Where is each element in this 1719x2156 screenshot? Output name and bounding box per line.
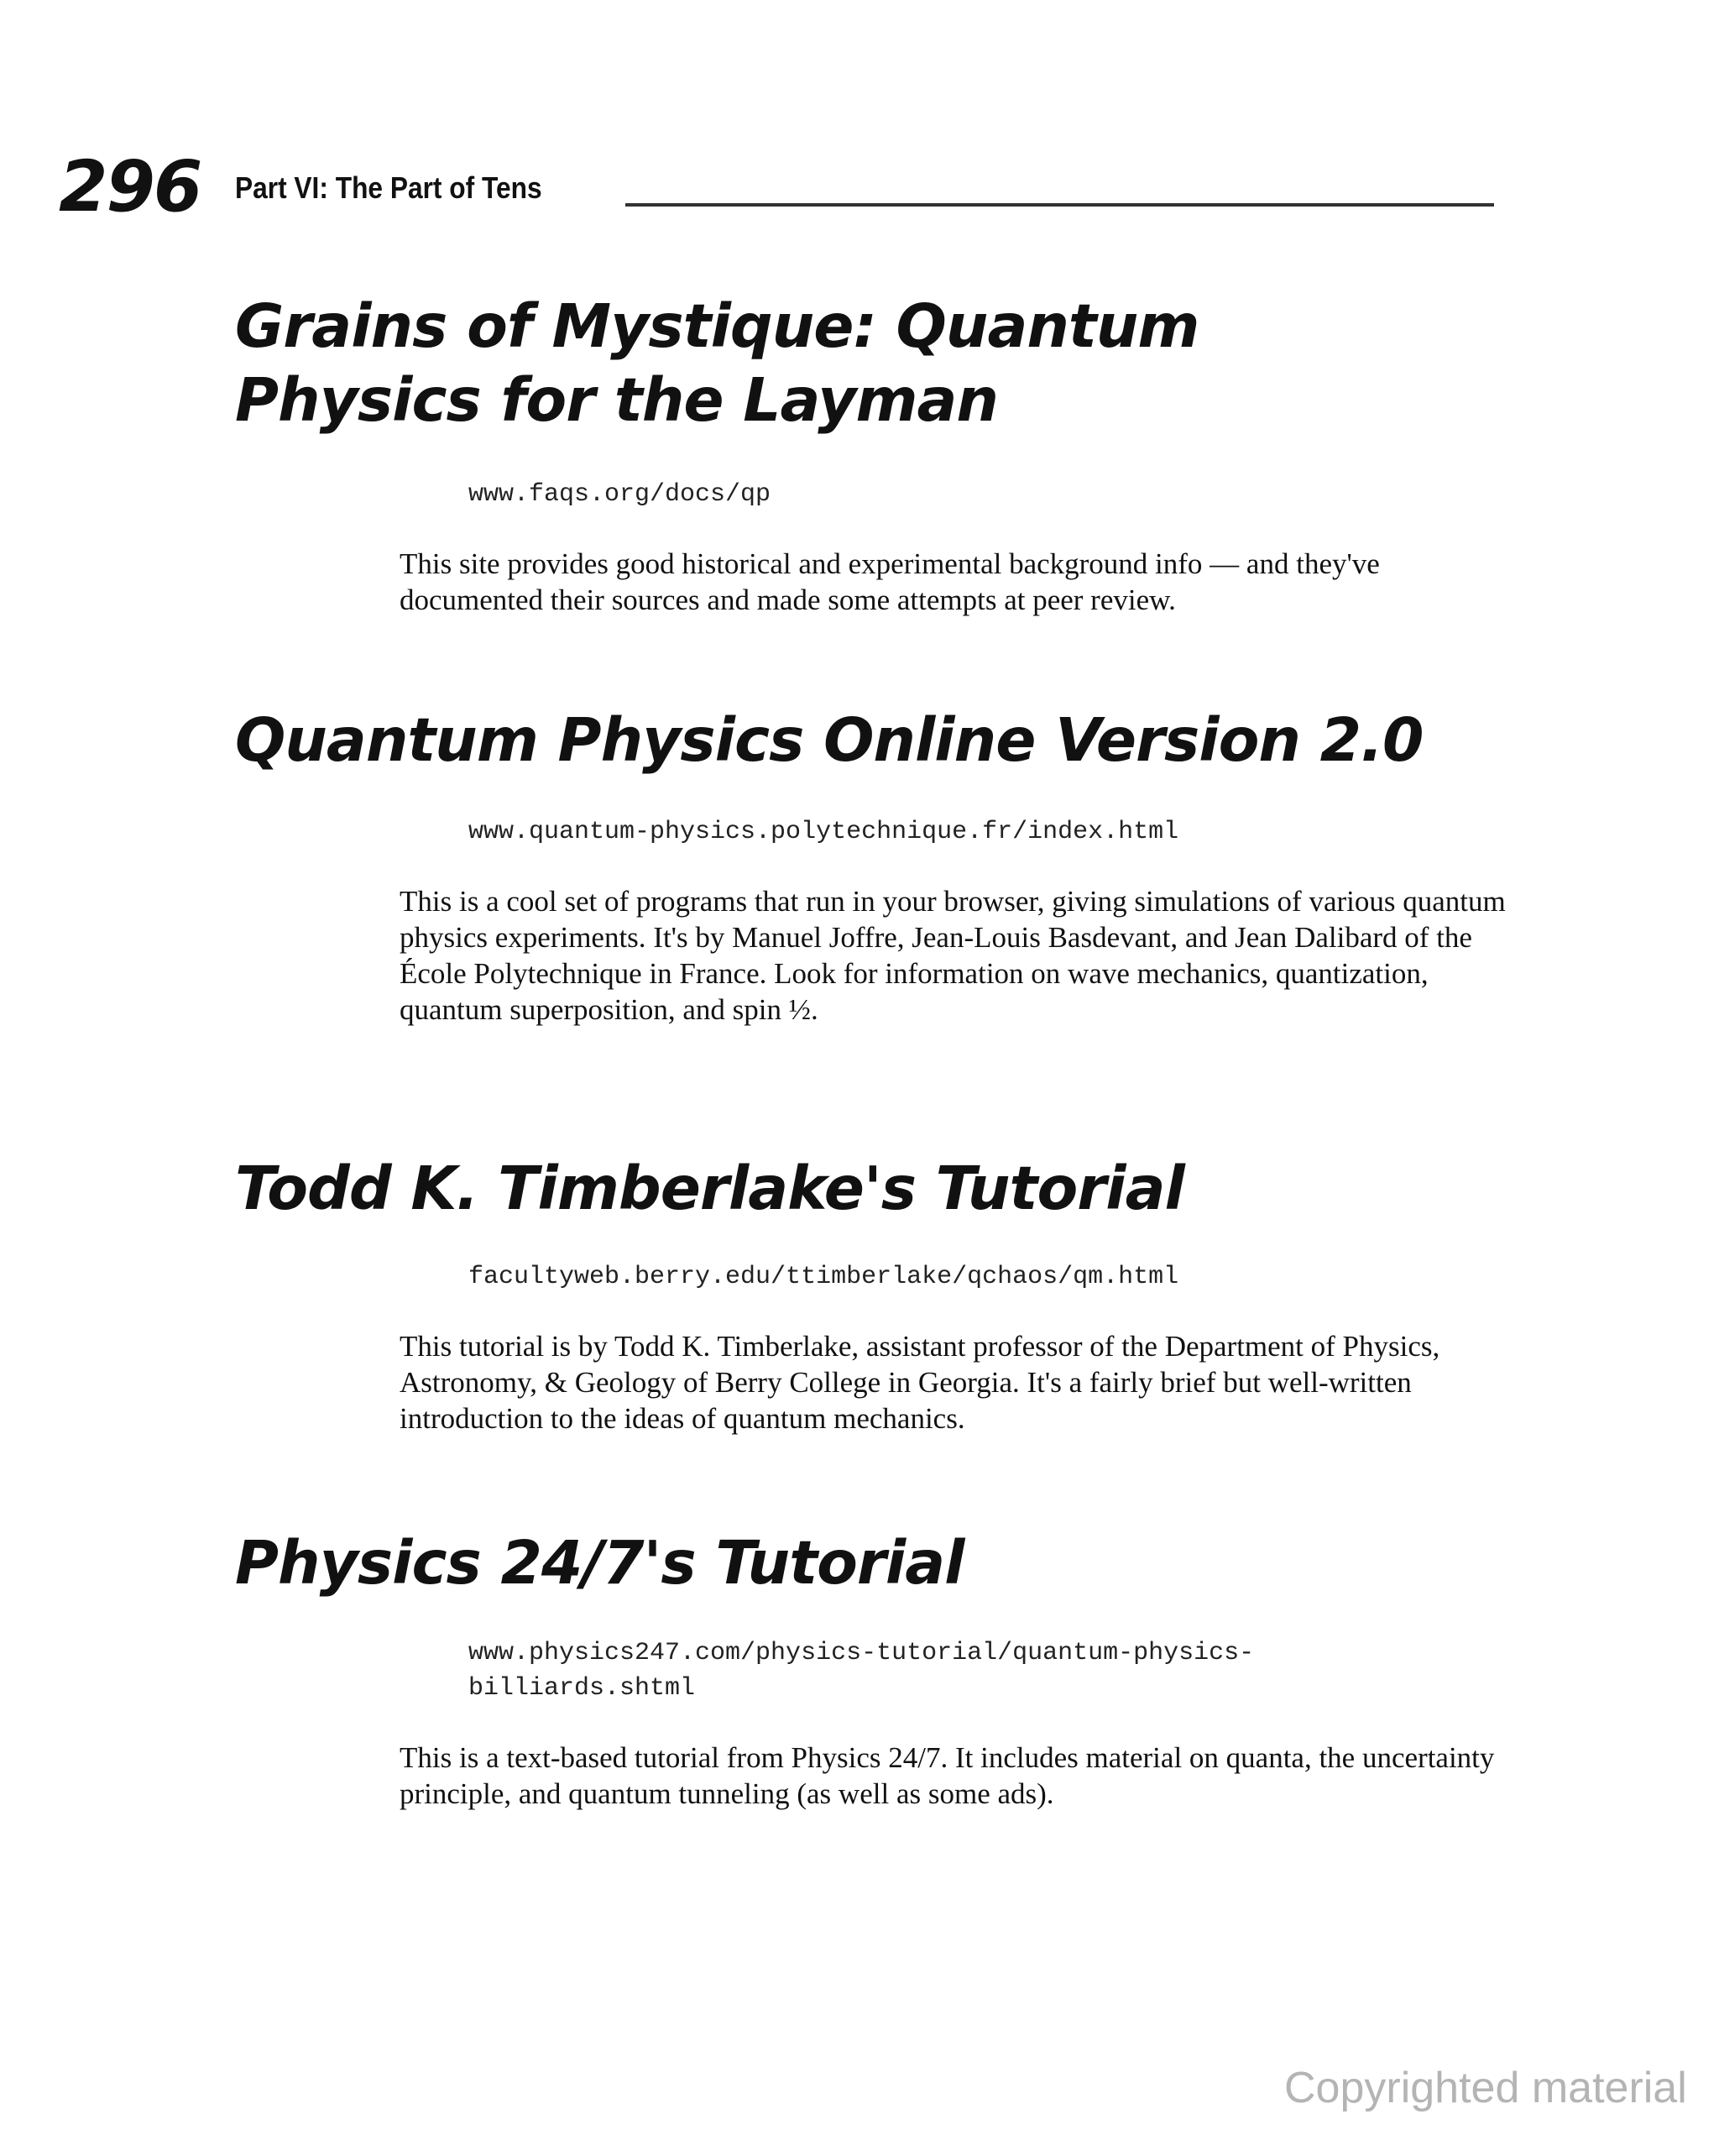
section-heading-line: Quantum Physics Online Version 2.0	[235, 705, 1424, 775]
running-head	[59, 144, 1494, 237]
section-heading	[235, 704, 1423, 777]
section-description: This is a cool set of programs that run in your browser, giving simulations of various quantum physics experiments. It's by Manuel Joffre, Jean-Louis Basdevant, and Jean Dalibard of the École Polytechnique in France. Look for information on wave mechanics, quantization, quantum superposition, and spin ½.	[400, 885, 1506, 1026]
section-heading	[235, 1526, 964, 1600]
section-heading-line: Todd K. Timberlake's Tutorial	[235, 1154, 1184, 1223]
section-description: This site provides good historical and experimental background info — and they've documented their sources and made some attempts at peer review.	[400, 547, 1380, 616]
header-rule	[625, 203, 1494, 207]
site-url-line: billiards.shtml	[468, 1674, 696, 1703]
part-title: Part VI: The Part of Tens	[235, 170, 542, 205]
site-url[interactable]: facultyweb.berry.edu/ttimberlake/qchaos/qm.html	[468, 1263, 1179, 1291]
section-heading-line: Physics 24/7's Tutorial	[235, 1528, 964, 1598]
site-url[interactable]	[468, 1635, 1254, 1706]
site-url-line: www.physics247.com/physics-tutorial/quantum-physics-	[468, 1639, 1255, 1667]
site-url[interactable]: www.faqs.org/docs/qp	[468, 480, 771, 509]
site-url[interactable]: www.quantum-physics.polytechnique.fr/index.html	[468, 818, 1179, 846]
section-description: This is a text-based tutorial from Physics 24/7. It includes material on quanta, the uncertainty principle, and quantum tunneling (as well as some ads).	[400, 1741, 1495, 1810]
copyright-watermark: Copyrighted material	[1284, 2064, 1687, 2112]
section-heading	[235, 1152, 1184, 1226]
section-heading-line: Physics for the Layman	[235, 365, 998, 435]
page-number: 296	[59, 145, 201, 228]
section-heading	[235, 290, 1199, 437]
section-description: This tutorial is by Todd K. Timberlake, assistant professor of the Department of Physics, Astronomy, & Geology of Berry College in Georgia. It's a fairly brief but well-written introduction to the ideas of quantum mechanics.	[400, 1330, 1440, 1435]
section-heading-line: Grains of Mystique: Quantum	[235, 291, 1199, 361]
